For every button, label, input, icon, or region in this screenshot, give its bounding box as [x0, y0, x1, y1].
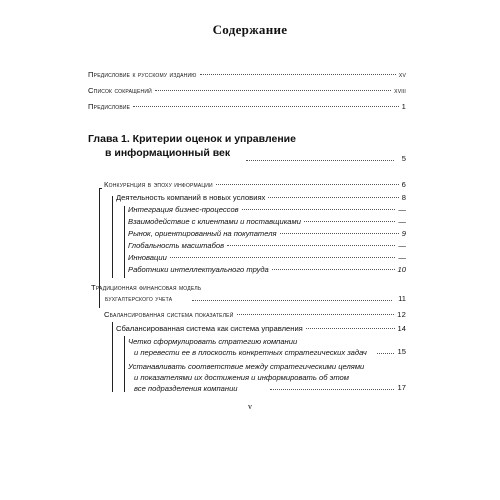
toc-entry-bsc[interactable]	[104, 310, 406, 320]
toc-entry-page: —	[398, 205, 406, 214]
dot-leader	[227, 245, 395, 246]
toc-entry-label: Предисловие к русскому изданию	[88, 70, 197, 79]
toc-entry-page: 11	[398, 294, 406, 303]
toc-page-row	[394, 294, 406, 304]
toc-tree-line	[112, 196, 113, 278]
toc-page-row	[395, 347, 406, 357]
toc-entry-label-line2: и перевести ее в плоскость конкретных стратегических задач	[134, 348, 367, 357]
toc-entry-global[interactable]	[128, 241, 406, 251]
dot-leader	[304, 221, 395, 222]
dot-leader	[306, 328, 395, 329]
toc-entry-label-line1: Четко сформулировать стратегию компании	[128, 337, 298, 346]
toc-entry-label: Предисловие	[88, 102, 131, 111]
toc-entry-page: xv	[398, 70, 406, 79]
dot-leader	[133, 106, 398, 107]
chapter-heading[interactable]	[88, 132, 296, 160]
toc-entry-label: Взаимодействие с клиентами и поставщиками	[128, 217, 301, 226]
toc-entry-label: Рынок, ориентированный на покупателя	[128, 229, 277, 238]
chapter-heading-line2: в информационный век	[105, 147, 231, 159]
toc-entry-page: 8	[401, 193, 406, 202]
toc-entry-page: 15	[397, 347, 406, 356]
toc-entry-page: —	[398, 253, 406, 262]
chapter-leader	[246, 160, 394, 161]
toc-entry-page: 10	[397, 265, 406, 274]
dot-leader	[242, 209, 396, 210]
toc-entry-page: 1	[401, 102, 406, 111]
dot-leader	[155, 90, 391, 91]
toc-entry-traditional[interactable]	[91, 282, 201, 304]
dot-leader	[270, 389, 394, 390]
dot-leader	[272, 269, 395, 270]
dot-leader	[200, 74, 396, 75]
toc-entry-bsc-management[interactable]	[116, 324, 406, 334]
toc-entry-page: xviii	[394, 86, 406, 95]
toc-title: Содержание	[212, 22, 288, 37]
dot-leader	[192, 300, 392, 301]
toc-entry-label: Глобальность масштабов	[128, 241, 225, 250]
toc-entry-preface[interactable]	[88, 102, 406, 112]
toc-entry-page: 9	[401, 229, 406, 238]
toc-entry-label-line3: все подразделения компании	[134, 384, 238, 393]
toc-entry-relations[interactable]	[128, 217, 406, 227]
toc-tree-line	[124, 336, 125, 392]
toc-entry-preface-russian[interactable]	[88, 70, 406, 80]
toc-entry-label: Интеграция бизнес-процессов	[128, 205, 239, 214]
toc-entry-competition[interactable]	[104, 180, 406, 190]
toc-entry-page: —	[398, 241, 406, 250]
dot-leader	[377, 353, 394, 354]
toc-tree-line	[112, 322, 113, 392]
toc-entry-page: —	[398, 217, 406, 226]
page-number: v	[248, 402, 252, 411]
toc-entry-label-line2: бухгалтерского учета	[105, 294, 173, 303]
toc-entry-strategy[interactable]	[128, 336, 367, 358]
toc-entry-page: 6	[401, 180, 406, 189]
chapter-page: 5	[401, 154, 406, 163]
dot-leader	[280, 233, 399, 234]
toc-tree-tick	[99, 188, 102, 189]
toc-entry-innovation[interactable]	[128, 253, 406, 263]
dot-leader	[237, 314, 395, 315]
dot-leader	[268, 197, 398, 198]
toc-page-row	[395, 383, 406, 393]
toc-entry-page: 14	[397, 324, 406, 333]
toc-entry-market[interactable]	[128, 229, 406, 239]
toc-entry-integration[interactable]	[128, 205, 406, 215]
toc-entry-label: Список сокращений	[88, 86, 152, 95]
toc-entry-label-line1: Традиционная финансовая модель	[91, 283, 202, 292]
toc-entry-page: 17	[397, 383, 406, 392]
toc-entry-label: Конкуренция в эпоху информации	[104, 180, 213, 189]
toc-entry-label: Сбалансированная система как система управления	[116, 324, 303, 333]
toc-entry-label: Инновации	[128, 253, 167, 262]
toc-entry-page: 12	[397, 310, 406, 319]
toc-entry-label: Деятельность компаний в новых условиях	[116, 193, 266, 202]
dot-leader	[170, 257, 396, 258]
dot-leader	[216, 184, 399, 185]
chapter-page-row	[396, 154, 406, 164]
toc-entry-new-conditions[interactable]	[116, 193, 406, 203]
toc-entry-workers[interactable]	[128, 265, 406, 275]
toc-entry-label-line1: Устанавливать соответствие между стратегическими целями	[128, 362, 365, 371]
chapter-heading-line1: Глава 1. Критерии оценок и управление	[88, 133, 296, 145]
toc-entry-label: Работники интеллектуального труда	[128, 265, 269, 274]
toc-entry-label-line2: и показателями их достижения и информировать об этом	[134, 373, 349, 382]
toc-entry-abbreviations[interactable]	[88, 86, 406, 96]
toc-entry-label: Сбалансированная система показателей	[104, 310, 234, 319]
toc-tree-line	[124, 206, 125, 278]
